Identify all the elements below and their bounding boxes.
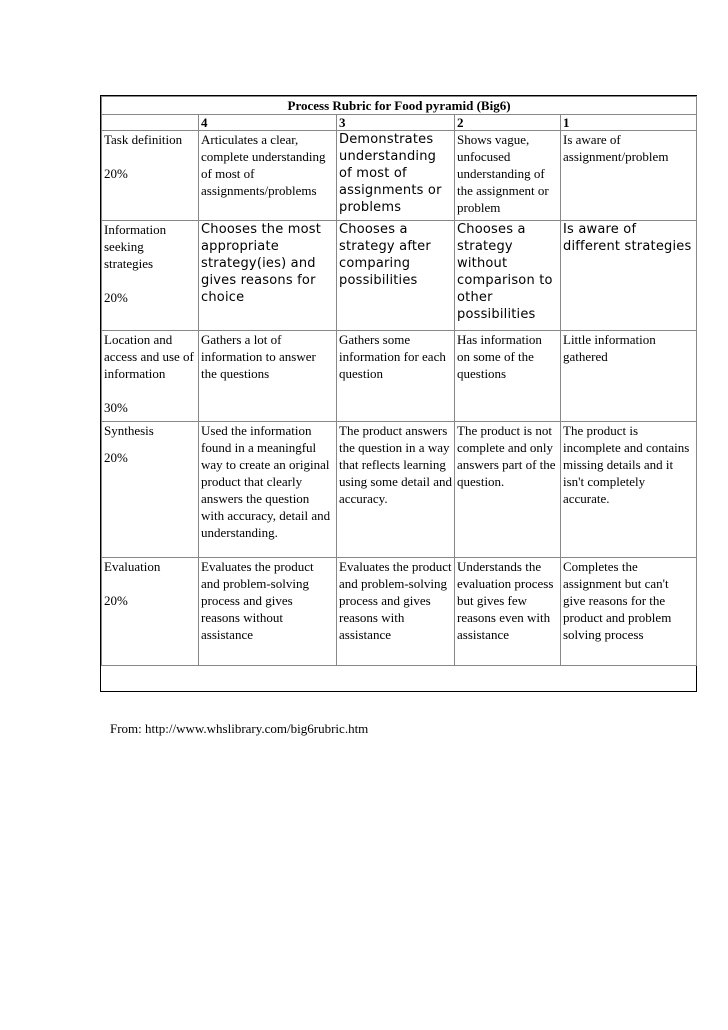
rubric-table: [101, 96, 697, 666]
criterion-label: Location and access and use of information: [104, 332, 194, 381]
criterion-cell: [102, 221, 199, 331]
weight-label: 20%: [104, 290, 128, 305]
score-3-cell: Demonstrates understanding of most of assignments or problems: [337, 131, 455, 221]
score-2-cell: Chooses a strategy without comparison to other possibilities: [455, 221, 561, 331]
score-3-cell: Evaluates the product and problem-solving process and gives reasons with assistance: [337, 558, 455, 666]
table-row: [102, 131, 697, 221]
score-1-header: 1: [561, 115, 697, 131]
header-empty: [102, 115, 199, 131]
table-title: Process Rubric for Food pyramid (Big6): [102, 97, 697, 115]
criterion-cell: [102, 558, 199, 666]
score-4-cell: Articulates a clear, complete understanding of most of assignments/problems: [199, 131, 337, 221]
table-row: [102, 331, 697, 422]
score-header-row: [102, 115, 697, 131]
score-2-cell: Has information on some of the questions: [455, 331, 561, 422]
score-4-cell: Gathers a lot of information to answer the questions: [199, 331, 337, 422]
rubric-table-frame: [100, 95, 697, 692]
source-citation: From: http://www.whslibrary.com/big6rubric.htm: [110, 721, 369, 736]
weight-label: 20%: [104, 166, 128, 181]
score-4-cell: Used the information found in a meaningful way to create an original product that clearly answers the question with accuracy, detail and understanding.: [199, 422, 337, 558]
score-1-cell: Is aware of different strategies: [561, 221, 697, 331]
weight-label: 20%: [104, 593, 128, 608]
score-2-header: 2: [455, 115, 561, 131]
criterion-label: Task definition: [104, 132, 183, 147]
score-1-cell: The product is incomplete and contains missing details and it isn't completely accurate.: [561, 422, 697, 558]
table-row: [102, 221, 697, 331]
weight-label: 20%: [104, 450, 128, 465]
score-2-cell: Shows vague, unfocused understanding of the assignment or problem: [455, 131, 561, 221]
score-4-cell: Chooses the most appropriate strategy(ies) and gives reasons for choice: [199, 221, 337, 331]
score-3-cell: Chooses a strategy after comparing possibilities: [337, 221, 455, 331]
criterion-cell: [102, 331, 199, 422]
criterion-label: Synthesis: [104, 423, 154, 438]
table-row: [102, 422, 697, 558]
score-4-cell: Evaluates the product and problem-solving process and gives reasons without assistance: [199, 558, 337, 666]
score-4-header: 4: [199, 115, 337, 131]
score-3-header: 3: [337, 115, 455, 131]
criterion-cell: [102, 131, 199, 221]
score-2-cell: Understands the evaluation process but gives few reasons even with assistance: [455, 558, 561, 666]
weight-label: 30%: [104, 400, 128, 415]
criterion-cell: [102, 422, 199, 558]
criterion-label: Information seeking strategies: [104, 222, 167, 271]
score-1-cell: Is aware of assignment/problem: [561, 131, 697, 221]
score-3-cell: The product answers the question in a way that reflects learning using some detail and accuracy.: [337, 422, 455, 558]
score-1-cell: Little information gathered: [561, 331, 697, 422]
table-row: [102, 558, 697, 666]
criterion-label: Evaluation: [104, 559, 161, 574]
score-1-cell: Completes the assignment but can't give reasons for the product and problem solving process: [561, 558, 697, 666]
score-3-cell: Gathers some information for each question: [337, 331, 455, 422]
score-2-cell: The product is not complete and only answers part of the question.: [455, 422, 561, 558]
